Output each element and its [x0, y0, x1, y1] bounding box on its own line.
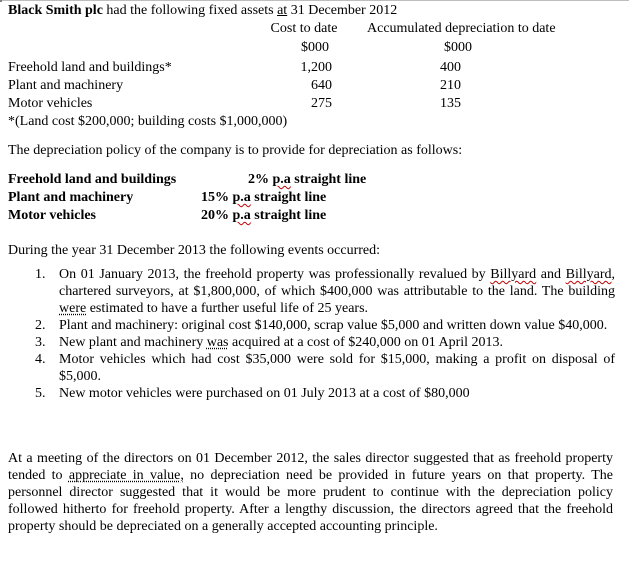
- list-item: [0, 334, 615, 351]
- asset-footnote: *(Land cost $200,000; building costs $1,000,000): [8, 114, 288, 129]
- policy-pa: p.a: [232, 208, 251, 223]
- policy-pa: p.a: [232, 190, 251, 205]
- policy-label: Freehold land and buildings: [8, 172, 177, 187]
- list-item-number: 2.: [35, 318, 46, 333]
- asset-cost: 275: [311, 96, 332, 111]
- list-item-number: 5.: [35, 386, 46, 401]
- closing-paragraph: [8, 450, 613, 535]
- list-item: [0, 351, 615, 385]
- policy-label: Motor vehicles: [8, 208, 96, 223]
- policy-method: straight line: [254, 190, 327, 205]
- policy-label: Plant and machinery: [8, 190, 134, 205]
- policy-pa: p.a: [272, 172, 291, 187]
- intro-line: [8, 3, 397, 19]
- policy-rate-value: 15%: [201, 190, 229, 205]
- event-text-grammar: were: [59, 301, 87, 316]
- closing-text-grammar: appreciate in value,: [68, 468, 184, 483]
- list-item: [0, 385, 615, 402]
- events-intro: During the year 31 December 2013 the following events occurred:: [8, 243, 381, 258]
- event-text: and: [536, 267, 566, 282]
- policy-rate-value: 20%: [201, 208, 229, 223]
- list-item: [0, 317, 615, 334]
- event-text: Plant and machinery: original cost $140,000, scrap value $5,000 and written down value $40,000.: [59, 318, 608, 333]
- asset-depreciation: 135: [440, 96, 461, 111]
- asset-label: Plant and machinery: [8, 78, 124, 93]
- event-text: Motor vehicles which had cost $35,000 were sold for $15,000, making a profit on disposal of $5,000.: [59, 352, 615, 384]
- policy-rate-value: 2%: [248, 172, 269, 187]
- policy-method: straight line: [294, 172, 367, 187]
- intro-date: 31 December 2012: [287, 3, 398, 18]
- event-text-firm: Billyard: [565, 267, 612, 282]
- policy-rate: [248, 172, 366, 188]
- company-name: Black Smith plc: [8, 3, 103, 18]
- col-header-depreciation: Accumulated depreciation to date: [367, 21, 556, 36]
- asset-cost: 640: [311, 78, 332, 93]
- intro-at: at: [277, 3, 288, 18]
- list-item: [0, 266, 615, 317]
- policy-rate: [201, 190, 326, 206]
- unit-cost: $000: [301, 40, 329, 55]
- list-item-number: 4.: [35, 352, 46, 367]
- event-text: , chartered surveyors, at $1,800,000, of which $400,000 was attributable to the land. The building: [59, 267, 615, 299]
- event-text-grammar: was: [206, 335, 229, 350]
- asset-depreciation: 210: [440, 78, 461, 93]
- col-header-cost: Cost to date: [270, 21, 338, 36]
- asset-depreciation: 400: [440, 60, 461, 75]
- events-list: [0, 266, 615, 402]
- event-text: acquired at a cost of $240,000 on 01 April 2013.: [228, 335, 504, 350]
- asset-label: Freehold land and buildings*: [8, 60, 172, 75]
- page-top-border: [0, 0, 629, 1]
- policy-method: straight line: [254, 208, 327, 223]
- event-text: New plant and machinery: [59, 335, 207, 350]
- page-corner-mark: [0, 0, 2, 2]
- list-item-number: 1.: [35, 267, 46, 282]
- asset-cost: 1,200: [300, 60, 332, 75]
- asset-label: Motor vehicles: [8, 96, 93, 111]
- event-text: New motor vehicles were purchased on 01 July 2013 at a cost of $80,000: [59, 386, 470, 401]
- policy-rate: [201, 208, 326, 224]
- policy-intro: The depreciation policy of the company is to provide for depreciation as follows:: [8, 143, 463, 158]
- list-item-number: 3.: [35, 335, 46, 350]
- closing-text: no depreciation need be provided in future years on that property. The personnel director suggested that it would be more prudent to continue with the depreciation policy followed hitherto for freehold property. After a lengthy discussion, the directors agreed that the freehold property should be depreciated on a generally accepted accounting principle.: [8, 468, 613, 534]
- closing-text: At a meeting of the directors on 01 December 2012, the sales director suggested that as freehold property tended to: [8, 451, 613, 483]
- event-text: On 01 January 2013, the freehold property was professionally revalued by: [59, 267, 491, 282]
- event-text: estimated to have a further useful life of 25 years.: [86, 301, 369, 316]
- intro-text: had the following fixed assets: [102, 3, 278, 18]
- unit-depreciation: $000: [444, 40, 472, 55]
- event-text-firm: Billyard: [490, 267, 537, 282]
